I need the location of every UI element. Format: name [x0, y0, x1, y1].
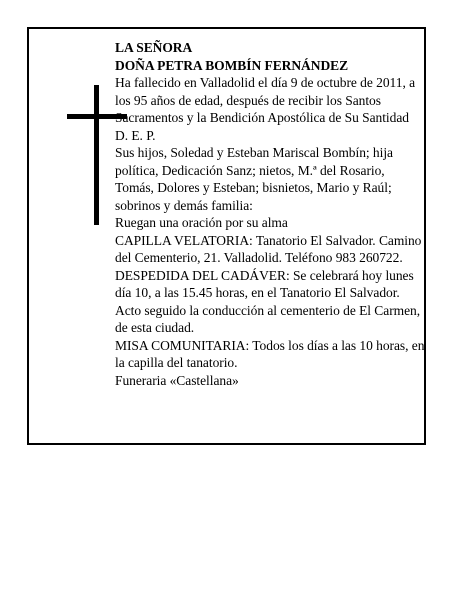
honorific: LA SEÑORA — [115, 40, 193, 55]
funeral-home: Funeraria «Castellana» — [115, 372, 239, 388]
cross-vertical-bar — [94, 85, 99, 225]
community-mass-info: MISA COMUNITARIA: Todos los días a las 10 horas, en la capilla del tanatorio. — [115, 337, 425, 370]
farewell-info: DESPEDIDA DEL CADÁVER: Se celebrará hoy lunes día 10, a las 15.45 horas, en el Tanatorio El Salvador. Acto seguido la conducción al cementerio de El Carmen, de esta ciudad. — [115, 267, 421, 335]
wake-chapel-info: CAPILLA VELATORIA: Tanatorio El Salvador. Camino del Cementerio, 21. Valladolid. Teléfono 983 260722. — [115, 232, 422, 265]
family-list: Sus hijos, Soledad y Esteban Mariscal Bombín; hija política, Dedicación Sanz; nietos, M.ª del Rosario, Tomás, Dolores y Esteban; bisnietos, Mario y Raúl; sobrinos y demás familia: — [115, 145, 393, 213]
prayer-request: Ruegan una oración por su alma — [115, 215, 288, 230]
notice-text-block — [115, 39, 425, 389]
deceased-name: DOÑA PETRA BOMBÍN FERNÁNDEZ — [115, 57, 349, 73]
death-announcement: Ha fallecido en Valladolid el día 9 de octubre de 2011, a los 95 años de edad, después de recibir los Santos Sacramentos y la Bendición Apostólica de Su Santidad D. E. P. — [115, 75, 416, 143]
